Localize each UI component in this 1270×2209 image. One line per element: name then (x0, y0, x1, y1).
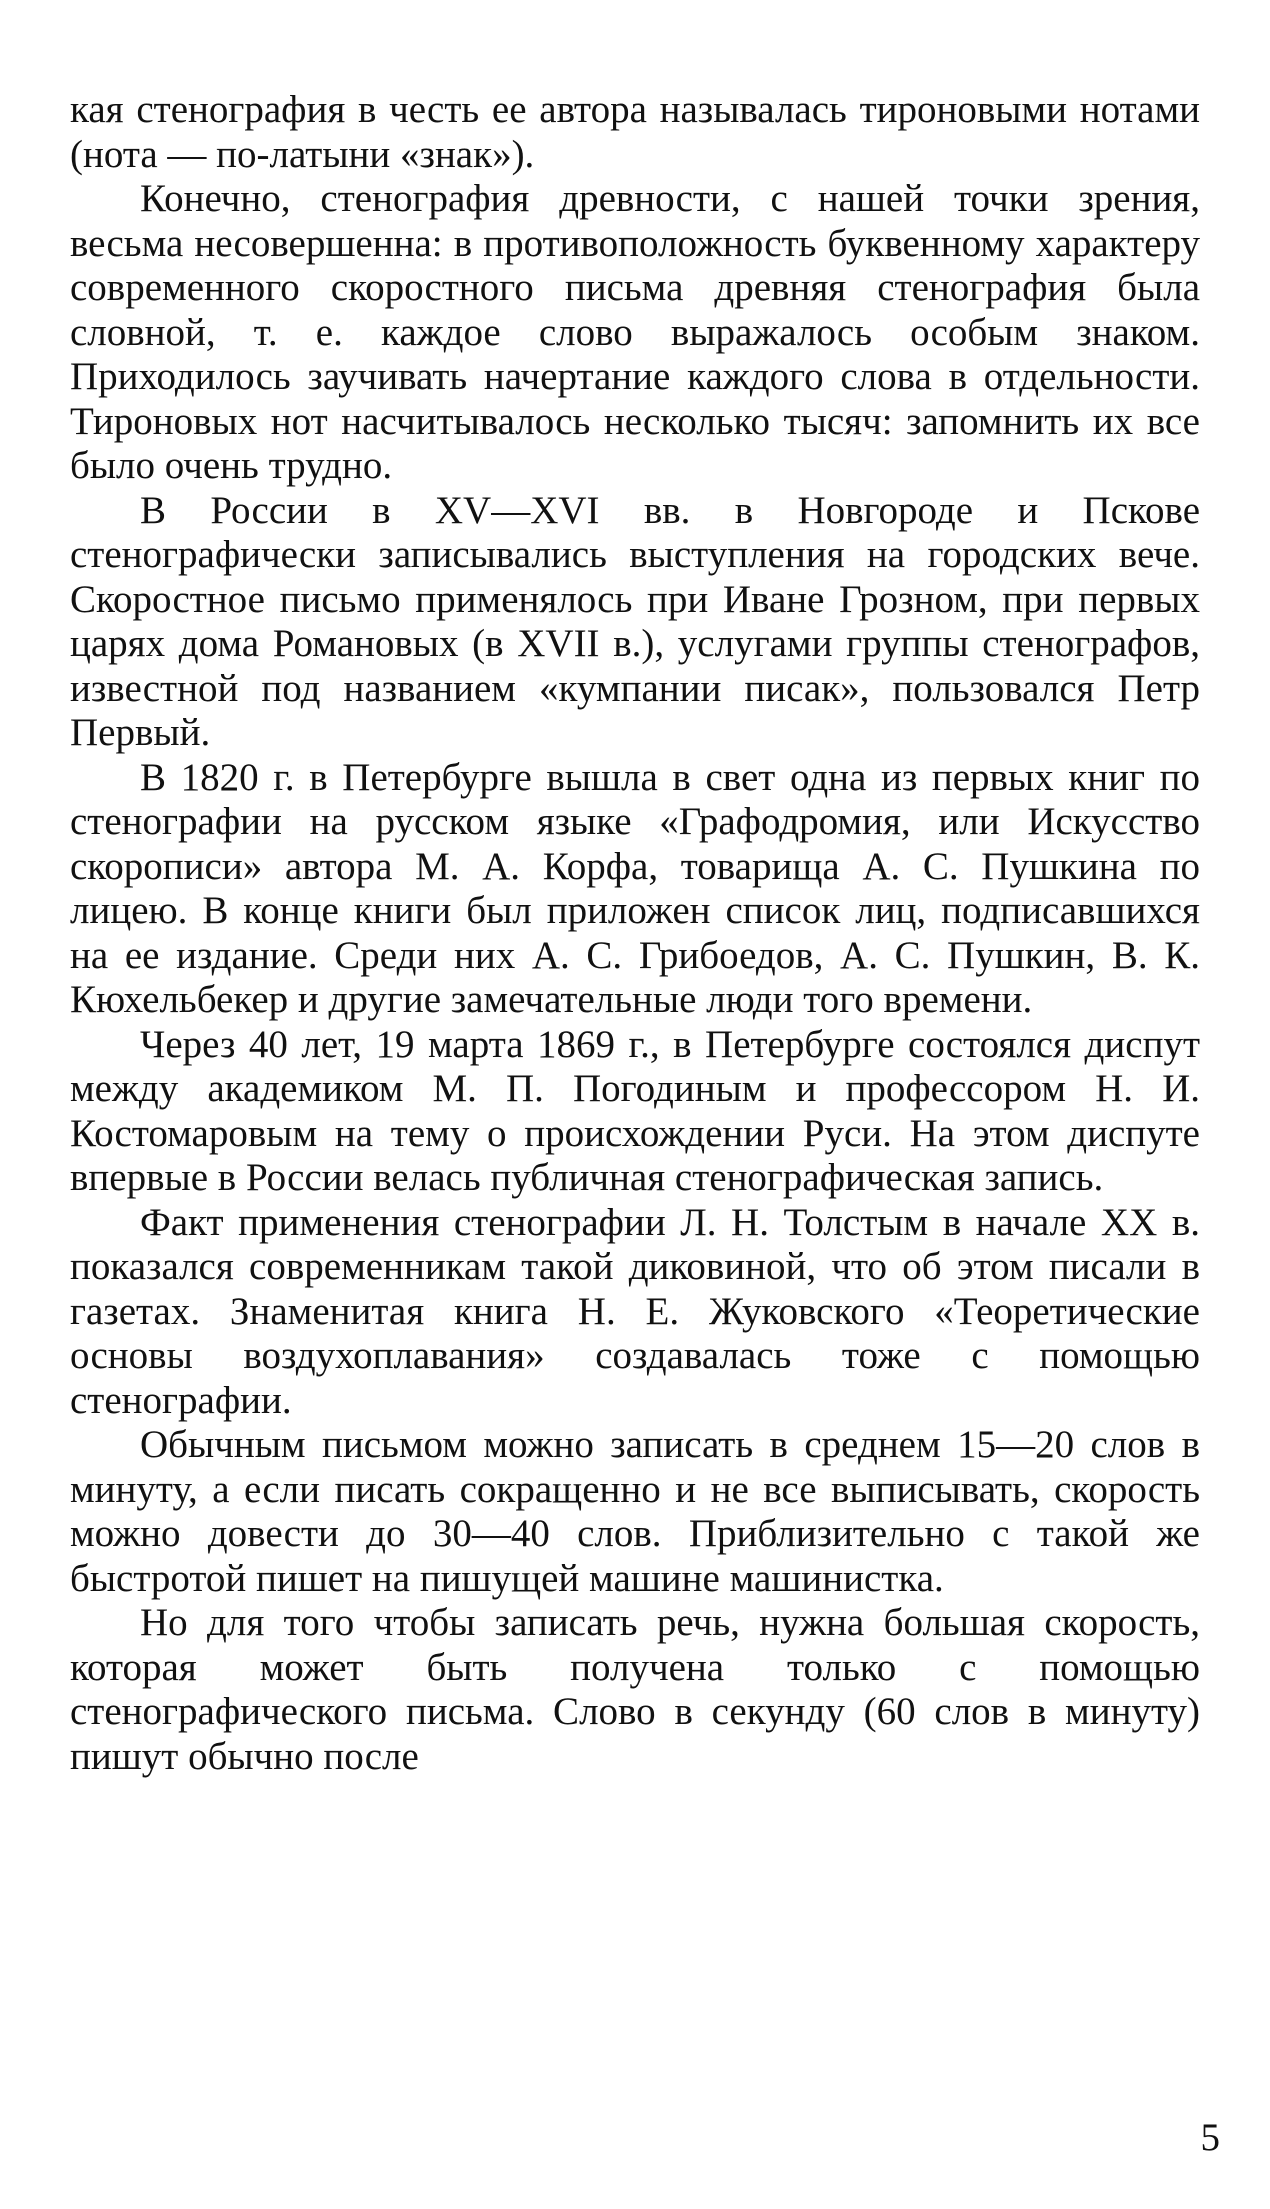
paragraph-public-debate: Через 40 лет, 19 марта 1869 г., в Петербурге состоялся диспут между академиком М. П. Погодиным и профессором Н. И. Костомаровым на тему о происхождении Руси. На этом диспуте впервые в России велась публичная стенографическая запись. (70, 1022, 1200, 1199)
paragraph-grafodromia: В 1820 г. в Петербурге вышла в свет одна из первых книг по стенографии на русском языке «Графодромия, или Искусство скорописи» автора М. А. Корфа, товарища А. С. Пушкина по лицею. В конце книги был приложен список лиц, подписавшихся на ее издание. Среди них А. С. Грибоедов, А. С. Пушкин, В. К. Кюхельбекер и другие замечательные люди того времени. (70, 755, 1200, 1021)
paragraph-ancient-stenography: Конечно, стенография древности, с нашей точки зрения, весьма несовершенна: в противоположность буквенному характеру современного скоростного письма древняя стенография была словной, т. е. каждое слово выражалось особым знаком. Приходилось заучивать начертание каждого слова в отдельности. Тироновых нот насчитывалось несколько тысяч: запомнить их все было очень трудно. (70, 177, 1200, 487)
body-text (70, 88, 1200, 1779)
paragraph-russia-history: В России в XV—XVI вв. в Новгороде и Пскове стенографически записывались выступления на городских вече. Скоростное письмо применялось при Иване Грозном, при первых царях дома Романовых (в XVII в.), услугами группы стенографов, известной под названием «кумпании писак», пользовался Петр Первый. (70, 488, 1200, 754)
page-number: 5 (1200, 2116, 1220, 2159)
paragraph-speech-speed: Но для того чтобы записать речь, нужна большая скорость, которая может быть получена только с помощью стенографического письма. Слово в секунду (60 слов в минуту) пишут обычно после (70, 1601, 1200, 1778)
paragraph-tolstoy: Факт применения стенографии Л. Н. Толстым в начале XX в. показался современникам такой диковиной, что об этом писали в газетах. Знаменитая книга Н. Е. Жуковского «Теоретические основы воздухоплавания» создавалась тоже с помощью стенографии. (70, 1200, 1200, 1422)
paragraph-writing-speed: Обычным письмом можно записать в среднем 15—20 слов в минуту, а если писать сокращенно и не все выписывать, скорость можно довести до 30—40 слов. Приблизительно с такой же быстротой пишет на пишущей машине машинистка. (70, 1423, 1200, 1600)
paragraph-continuation: кая стенография в честь ее автора называлась тироновыми нотами (нота — по-латыни «знак»). (70, 88, 1200, 176)
